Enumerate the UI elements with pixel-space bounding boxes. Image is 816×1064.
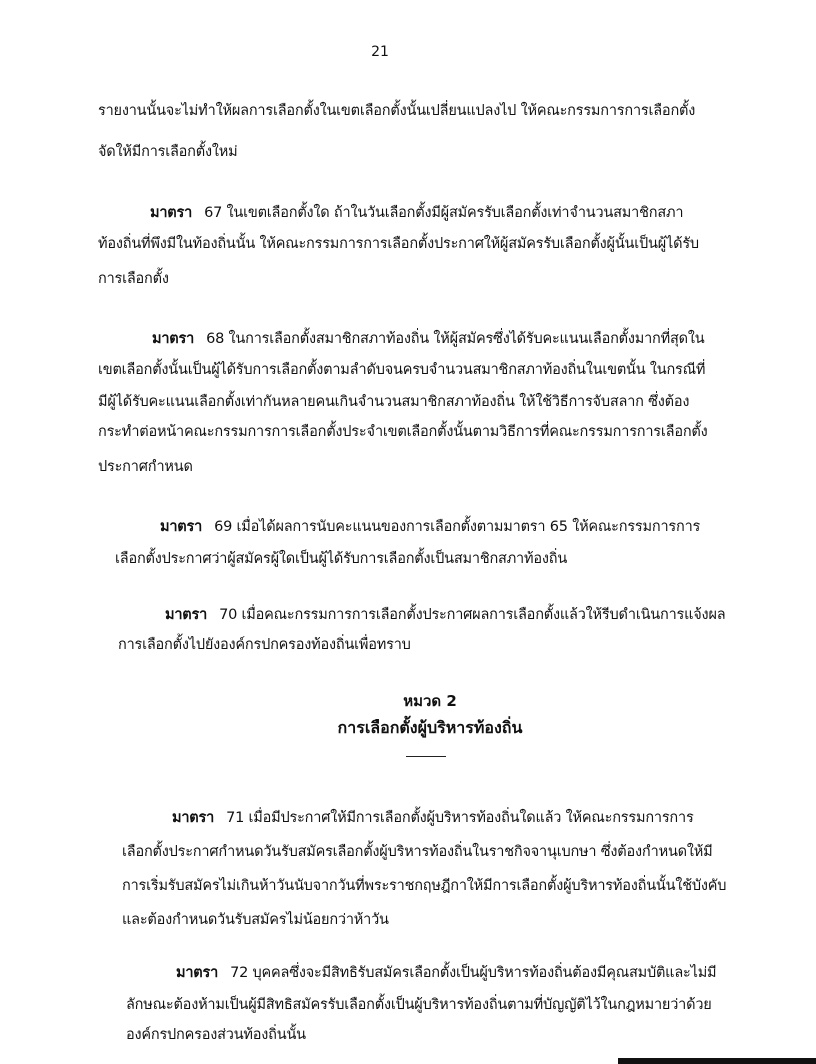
section-text: 72 บุคคลซึ่งจะมีสิทธิรับสมัครเลือกตั้งเป็นผู้บริหารท้องถิ่นต้องมีคุณสมบัติและไม่มี	[230, 965, 717, 981]
text-line: เลือกตั้งประกาศกำหนดวันรับสมัครเลือกตั้งผู้บริหารท้องถิ่นในราชกิจจานุเบกษา ซึ่งต้องกำหนดให้มี	[122, 844, 713, 860]
text-line: จัดให้มีการเลือกตั้งใหม่	[98, 144, 238, 160]
text-line: การเลือกตั้ง	[98, 271, 169, 287]
section-text: 67 ในเขตเลือกตั้งใด ถ้าในวันเลือกตั้งมีผู้สมัครรับเลือกตั้งเท่าจำนวนสมาชิกสภา	[204, 205, 684, 221]
text-line: ลักษณะต้องห้ามเป็นผู้มีสิทธิสมัครรับเลือกตั้งเป็นผู้บริหารท้องถิ่นตามที่บัญญัติไว้ในกฎหมายว่าด้วย	[126, 997, 712, 1013]
text-line: มีผู้ได้รับคะแนนเลือกตั้งเท่ากันหลายคนเกินจำนวนสมาชิกสภาท้องถิ่น ให้ใช้วิธีการจับสลาก ซึ่งต้อง	[98, 394, 690, 410]
text-line: และต้องกำหนดวันรับสมัครไม่น้อยกว่าห้าวัน	[122, 912, 389, 928]
text-line: การเริ่มรับสมัครไม่เกินห้าวันนับจากวันที่พระราชกฤษฎีกาให้มีการเลือกตั้งผู้บริหารท้องถิ่นนั้นใช้บังคับ	[122, 878, 727, 894]
text-line: ประกาศกำหนด	[98, 459, 193, 475]
section-label: มาตรา	[160, 519, 203, 535]
section-69-line-1	[160, 515, 700, 538]
section-68-line-1	[152, 327, 704, 350]
text-line: เขตเลือกตั้งนั้นเป็นผู้ได้รับการเลือกตั้งตามลำดับจนครบจำนวนสมาชิกสภาท้องถิ่นในเขตนั้น ในกรณีที่	[98, 362, 706, 378]
text-line: รายงานนั้นจะไม่ทำให้ผลการเลือกตั้งในเขตเลือกตั้งนั้นเปลี่ยนแปลงไป ให้คณะกรรมการการเลือกตั้ง	[98, 103, 696, 119]
text-line: เลือกตั้งประกาศว่าผู้สมัครผู้ใดเป็นผู้ได้รับการเลือกตั้งเป็นสมาชิกสภาท้องถิ่น	[115, 551, 568, 567]
section-70-line-1	[165, 603, 725, 626]
section-text: 68 ในการเลือกตั้งสมาชิกสภาท้องถิ่น ให้ผู้สมัครซึ่งได้รับคะแนนเลือกตั้งมากที่สุดใน	[206, 331, 705, 347]
chapter-number: หมวด 2	[403, 692, 457, 710]
section-label: มาตรา	[172, 810, 215, 826]
divider	[406, 756, 446, 757]
section-label: มาตรา	[176, 965, 219, 981]
section-72-line-1	[176, 961, 716, 984]
page-number: 21	[371, 44, 389, 60]
section-67-line-1	[150, 201, 683, 224]
section-text: 71 เมื่อมีประกาศให้มีการเลือกตั้งผู้บริหารท้องถิ่นใดแล้ว ให้คณะกรรมการการ	[226, 810, 694, 826]
section-label: มาตรา	[165, 607, 208, 623]
text-line: กระทำต่อหน้าคณะกรรมการการเลือกตั้งประจำเขตเลือกตั้งนั้นตามวิธีการที่คณะกรรมการการเลือกตั้ง	[98, 424, 708, 440]
section-71-line-1	[172, 806, 694, 829]
chapter-title: การเลือกตั้งผู้บริหารท้องถิ่น	[337, 718, 523, 737]
section-label: มาตรา	[152, 331, 195, 347]
section-text: 69 เมื่อได้ผลการนับคะแนนของการเลือกตั้งตามมาตรา 65 ให้คณะกรรมการการ	[214, 519, 701, 535]
scan-edge-mark	[618, 1058, 816, 1064]
text-line: ท้องถิ่นที่พึงมีในท้องถิ่นนั้น ให้คณะกรรมการการเลือกตั้งประกาศให้ผู้สมัครรับเลือกตั้งผู้นั้นเป็นผู้ได้รับ	[98, 236, 699, 252]
section-text: 70 เมื่อคณะกรรมการการเลือกตั้งประกาศผลการเลือกตั้งแล้วให้รีบดำเนินการแจ้งผล	[219, 607, 726, 623]
text-line: องค์กรปกครองส่วนท้องถิ่นนั้น	[126, 1027, 306, 1043]
text-line: การเลือกตั้งไปยังองค์กรปกครองท้องถิ่นเพื่อทราบ	[118, 637, 411, 653]
section-label: มาตรา	[150, 205, 193, 221]
